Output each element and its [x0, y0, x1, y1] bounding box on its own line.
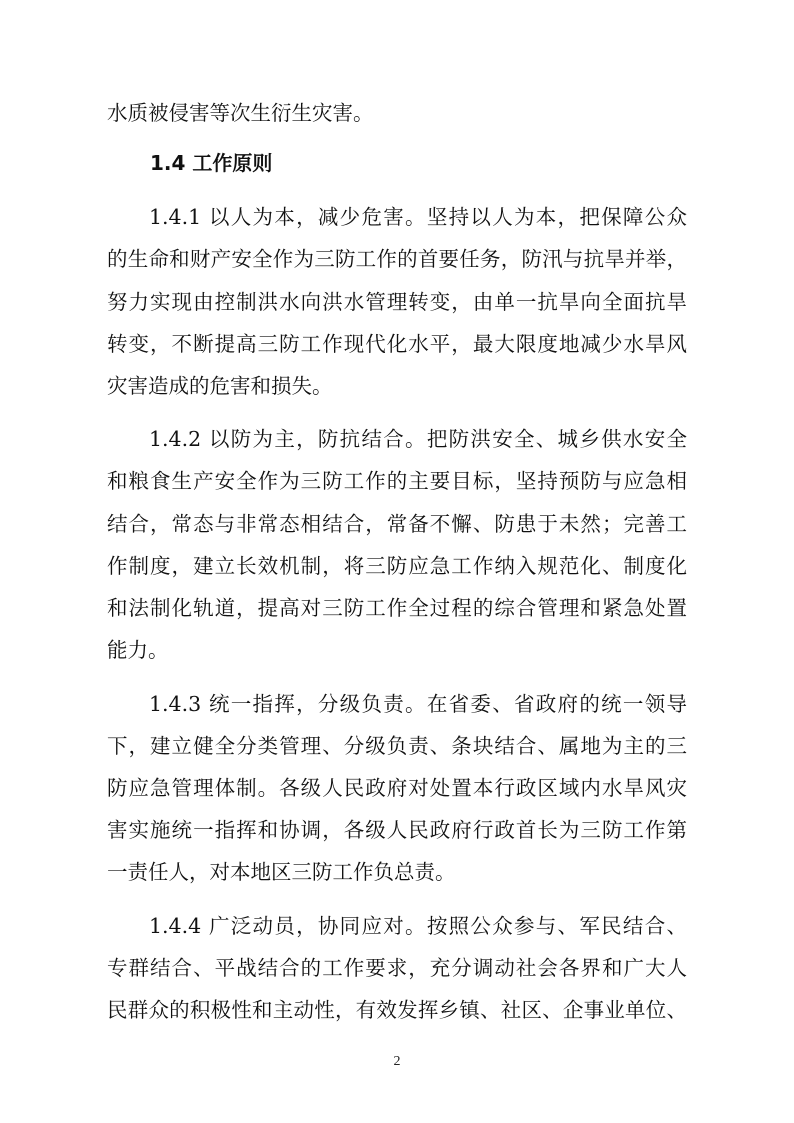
- paragraph-line: 的生命和财产安全作为三防工作的首要任务，防汛与抗旱并举，: [107, 247, 687, 271]
- paragraph-line: 和法制化轨道，提高对三防工作全过程的综合管理和紧急处置: [107, 596, 687, 620]
- paragraph-line: 灾害造成的危害和损失。: [107, 374, 333, 398]
- section-heading: 1.4 工作原则: [150, 151, 273, 175]
- intro-line: 水质被侵害等次生衍生灾害。: [107, 101, 374, 125]
- paragraph-line: 害实施统一指挥和协调，各级人民政府行政首长为三防工作第: [107, 818, 687, 842]
- page-number: 2: [393, 1054, 401, 1069]
- paragraph-line: 努力实现由控制洪水向洪水管理转变，由单一抗旱向全面抗旱: [107, 290, 687, 314]
- paragraph-line: 能力。: [107, 638, 169, 662]
- paragraph-line: 1.4.2 以防为主，防抗结合。把防洪安全、城乡供水安全: [149, 427, 687, 451]
- paragraph-line: 作制度，建立长效机制，将三防应急工作纳入规范化、制度化: [107, 554, 687, 578]
- paragraph-line: 1.4.1 以人为本，减少危害。坚持以人为本，把保障公众: [149, 205, 687, 229]
- paragraph-line: 1.4.4 广泛动员，协同应对。按照公众参与、军民结合、: [149, 914, 687, 938]
- paragraph-line: 和粮食生产安全作为三防工作的主要目标，坚持预防与应急相: [107, 469, 687, 493]
- paragraph-line: 一责任人，对本地区三防工作负总责。: [107, 860, 456, 884]
- paragraph-line: 民群众的积极性和主动性，有效发挥乡镇、社区、企事业单位、: [107, 998, 687, 1022]
- paragraph-line: 结合，常态与非常态相结合，常备不懈、防患于未然；完善工: [107, 512, 687, 536]
- paragraph-line: 专群结合、平战结合的工作要求，充分调动社会各界和广大人: [107, 956, 687, 980]
- paragraph-line: 转变，不断提高三防工作现代化水平，最大限度地减少水旱风: [107, 332, 687, 356]
- paragraph-line: 下，建立健全分类管理、分级负责、条块结合、属地为主的三: [107, 734, 687, 758]
- paragraph-line: 防应急管理体制。各级人民政府对处置本行政区域内水旱风灾: [107, 776, 687, 800]
- paragraph-line: 1.4.3 统一指挥，分级负责。在省委、省政府的统一领导: [149, 692, 687, 716]
